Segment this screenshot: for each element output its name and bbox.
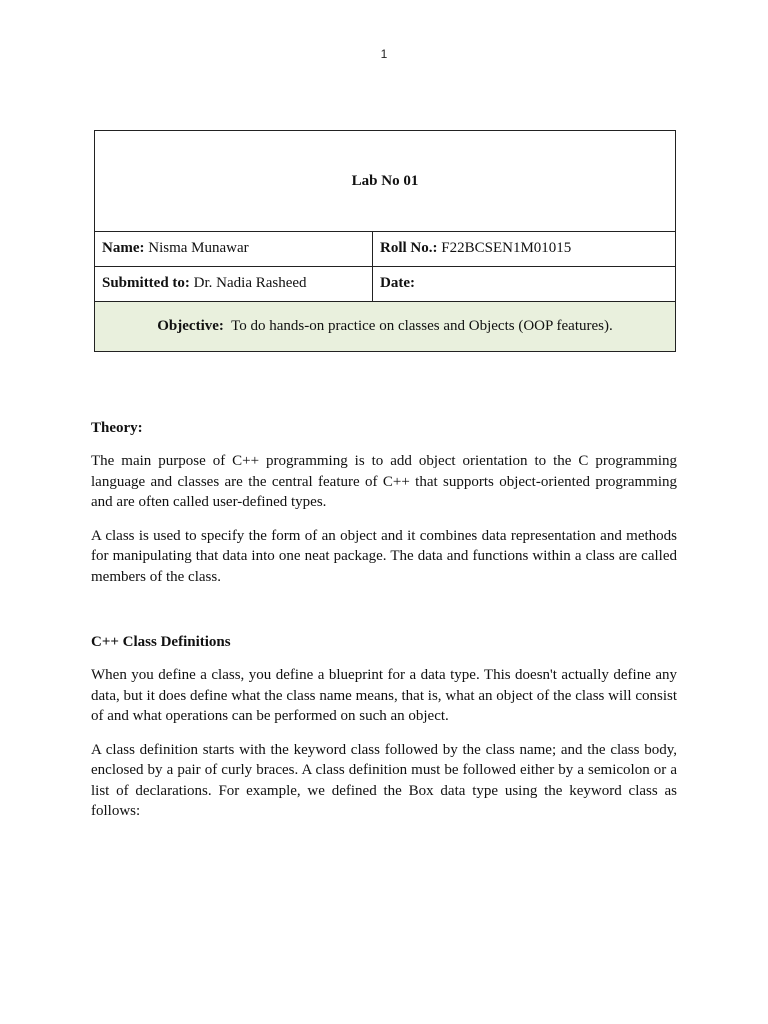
- class-definitions-paragraph-1: When you define a class, you define a blueprint for a data type. This doesn't actually define any data, but it does define what the class name means, that is, what an object of the class will consist of and what operations can be performed on such an object.: [91, 667, 677, 724]
- page-number: 1: [380, 47, 388, 61]
- class-definitions-paragraph-2: A class definition starts with the keyword class followed by the class name; and the class body, enclosed by a pair of curly braces. A class definition must be followed either by a semicolon or a list of declarations. For example, we defined the Box data type using the keyword class as follows:: [91, 741, 677, 819]
- roll-value: F22BCSEN1M01015: [441, 240, 572, 256]
- document-body: [91, 418, 677, 822]
- date-cell: [373, 267, 676, 302]
- name-cell: [95, 232, 373, 267]
- objective-label: Objective:: [157, 318, 224, 334]
- submitted-value: Dr. Nadia Rasheed: [193, 275, 307, 291]
- lab-title: Lab No 01: [95, 131, 676, 232]
- roll-cell: [373, 232, 676, 267]
- class-definitions-heading: C++ Class Definitions: [91, 634, 231, 650]
- theory-paragraph-2: A class is used to specify the form of an object and it combines data representation and methods for manipulating that data into one neat package. The data and functions within a class are called members of the class.: [91, 527, 677, 585]
- theory-paragraph-1: The main purpose of C++ programming is to add object orientation to the C programming language and classes are the central feature of C++ that supports object-oriented programming and are often called user-defined types.: [91, 453, 677, 510]
- roll-label: Roll No.:: [380, 240, 438, 256]
- lab-header-table: [94, 130, 676, 352]
- date-label: Date:: [380, 275, 415, 291]
- objective-cell: [95, 302, 676, 352]
- submitted-label: Submitted to:: [102, 275, 190, 291]
- objective-value: To do hands-on practice on classes and Objects (OOP features).: [231, 318, 613, 334]
- name-value: Nisma Munawar: [148, 240, 249, 256]
- theory-heading: Theory:: [91, 420, 143, 436]
- submitted-cell: [95, 267, 373, 302]
- name-label: Name:: [102, 240, 145, 256]
